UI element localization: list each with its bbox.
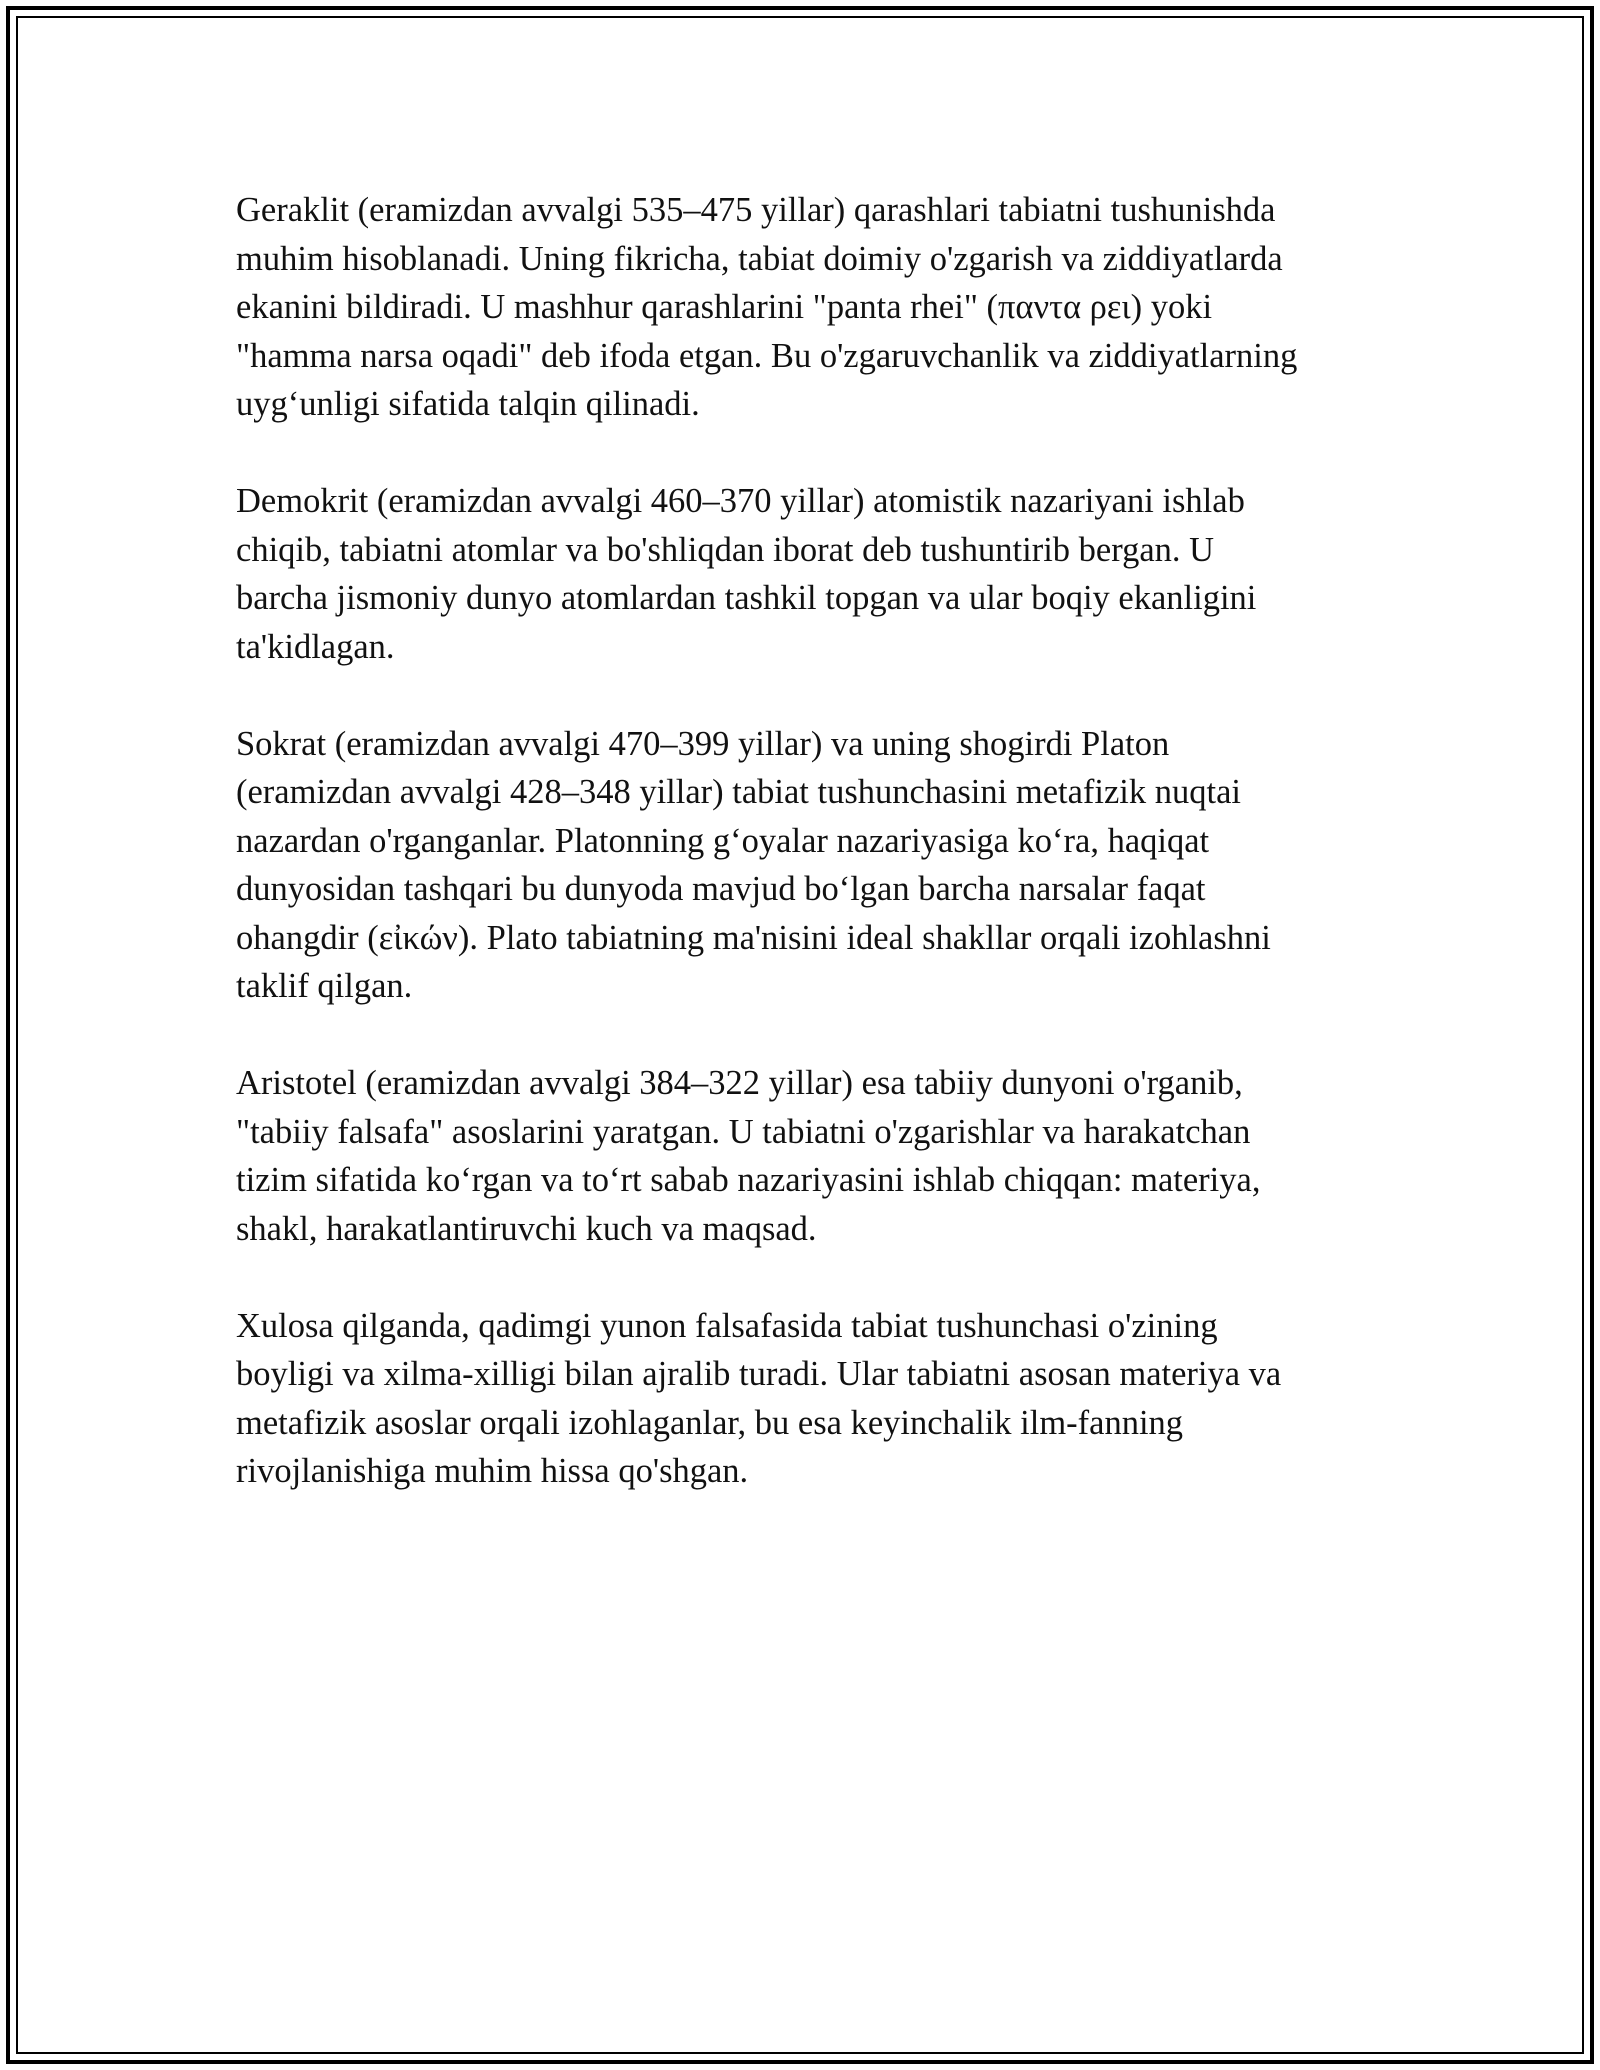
paragraph-aristotel: Aristotel (eramizdan avvalgi 384–322 yillar) esa tabiiy dunyoni o'rganib, "tabiiy falsafa" asoslarini yaratgan. U tabiatni o'zgarishlar va harakatchan tizim sifatida koʻrgan va toʻrt sabab nazariyasini ishlab chiqqan: materiya, shakl, harakatlantiruvchi kuch va maqsad. bbox=[236, 1064, 1261, 1248]
paragraph-geraklit: Geraklit (eramizdan avvalgi 535–475 yillar) qarashlari tabiatni tushunishda muhim hisoblanadi. Uning fikricha, tabiat doimiy o'zgarish va ziddiyatlarda ekanini bildiradi. U mashhur qarashlarini "panta rhei" (παντα ρει) yoki "hamma narsa oqadi" deb ifoda etgan. Bu o'zgaruvchanlik va ziddiyatlarning uygʻunligi sifatida talqin qilinadi. bbox=[236, 191, 1298, 423]
paragraph-demokrit: Demokrit (eramizdan avvalgi 460–370 yillar) atomistik nazariyani ishlab chiqib, tabiatni atomlar va bo'shliqdan iborat deb tushuntirib bergan. U barcha jismoniy dunyo atomlardan tashkil topgan va ular boqiy ekanligini ta'kidlagan. bbox=[236, 482, 1257, 666]
document-body bbox=[236, 186, 1386, 1544]
paragraph-xulosa: Xulosa qilganda, qadimgi yunon falsafasida tabiat tushunchasi o'zining boyligi va xilma-xilligi bilan ajralib turadi. Ular tabiatni asosan materiya va metafizik asoslar orqali izohlaganlar, bu esa keyinchalik ilm-fanning rivojlanishiga muhim hissa qo'shgan. bbox=[236, 1306, 1282, 1490]
paragraph-sokrat-platon: Sokrat (eramizdan avvalgi 470–399 yillar) va uning shogirdi Platon (eramizdan avvalgi 428–348 yillar) tabiat tushunchasini metafizik nuqtai nazardan o'rganganlar. Platonning gʻoyalar nazariyasiga koʻra, haqiqat dunyosidan tashqari bu dunyoda mavjud boʻlgan barcha narsalar faqat ohangdir (εἰκών). Plato tabiatning ma'nisini ideal shakllar orqali izohlashni taklif qilgan. bbox=[236, 724, 1271, 1005]
